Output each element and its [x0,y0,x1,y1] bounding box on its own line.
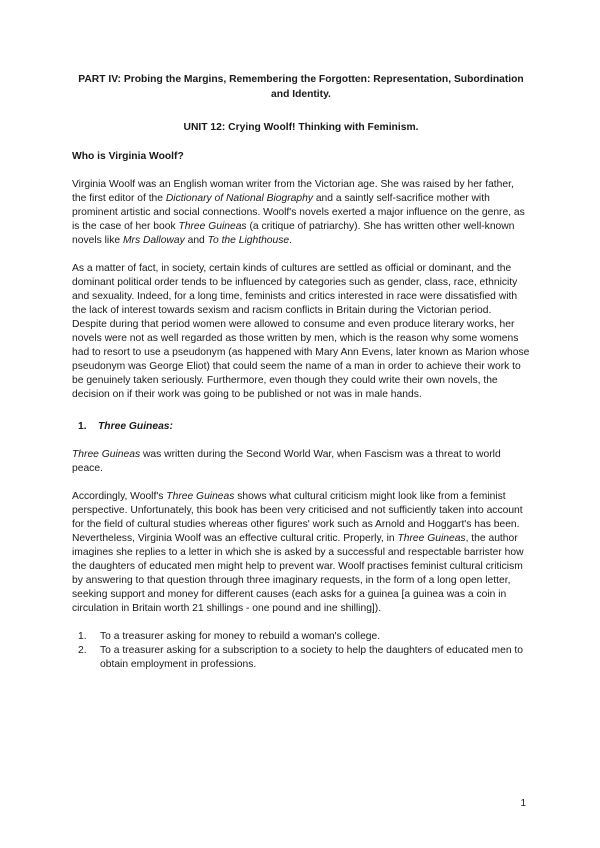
culture-paragraph: As a matter of fact, in society, certain kinds of cultures are settled as official or dominant, and the dominant political order tends to be influenced by categories such as gender, class, race, ethnicity and sexuality. Indeed, for a long time, feminists and critics interested in race were dissatisfied with the lack of interest towards sexism and racism conflicts in Britain during the Victorian period. [72,263,518,316]
list-item-number: 2. [78,645,87,656]
page-number: 1 [520,798,526,809]
intro-paragraph [72,178,530,248]
italic-title: Three Guineas [178,221,247,232]
text-run: . [289,235,293,246]
text-run: Nevertheless, Virginia Woolf was an effective cultural critic. Properly, in [72,533,398,544]
text-run: and [184,235,208,246]
list-item [72,644,530,672]
requests-list [72,630,530,672]
italic-title: To the Lighthouse [207,235,290,246]
section-heading: Who is Virginia Woolf? [72,151,184,162]
list-item-number: 1. [78,631,87,642]
war-paragraph [72,448,530,476]
list-item-text: To a treasurer asking for money to rebuild a woman's college. [100,631,381,642]
text-run: (a critique of patriarchy). She has written other well-known novels like [72,221,515,246]
list-heading-title: Three Guineas: [98,421,173,432]
list-item [72,630,530,644]
text-run: , the author imagines she replies to a letter in which she is asked by a successful and respectable barrister how the daughters of educated men might help to prevent war. Woolf practises feminist cultural criticism by answering to that question through three imaginary requests, in the form of a long open letter, seeking support and money for different causes (each asks for a guinea [a guinea was a coin in circulation in Britain worth 21 shillings - one pound and ine shilling]). [72,533,524,614]
women-paragraph: Despite during that period women were allowed to consume and even produce literary works, her novels were not as well regarded as those written by men, which is the reason why some womens had to resort to use a pseudonym (as happened with Mary Ann Evens, later known as Marion whose pseudonym was George Eliot) that could seem the name of a man in order to achieve their work to be genuinely taken seriously. Furthermore, even though they could write their own novels, the decision on if their work was going to be published or not was in male hands. [72,319,530,400]
text-run: Virginia Woolf was an English woman writer from the Victorian age. She was raised by her father, the first editor of the [72,179,514,204]
italic-title: Three Guineas [72,449,141,460]
list-item-text: To a treasurer asking for a subscription to a society to help the daughters of educated men to obtain employment in professions. [100,645,523,670]
italic-title: Dictionary of National Biography [165,193,313,204]
text-run: and a saintly self-sacrifice mother with prominent artistic and social connections. Woolf's novels exerted a major influence on the genre, as is the case of her book [72,193,525,232]
page-content [72,72,530,672]
accordingly-paragraph [72,490,530,532]
text-run: Accordingly, Woolf's [72,491,167,502]
italic-title: Three Guineas [397,533,466,544]
unit-title: UNIT 12: Crying Woolf! Thinking with Feminism. [183,122,419,133]
text-run: was written during the Second World War, when Fascism was a threat to world peace. [72,449,501,474]
nevertheless-paragraph [72,532,530,616]
list-heading [72,420,530,434]
part-title: PART IV: Probing the Margins, Remembering the Forgotten: Representation, Subordination and Identity. [78,74,524,100]
list-number: 1. [78,421,87,432]
text-run: shows what cultural criticism might look like from a feminist perspective. Unfortunately, this book has been very criticised and not sufficiently taken into account for the field of cultural studies whereas other figures' work such as Arnold and Hoggart's has been. [72,491,523,530]
italic-title: Three Guineas [166,491,235,502]
italic-title: Mrs Dalloway [122,235,185,246]
